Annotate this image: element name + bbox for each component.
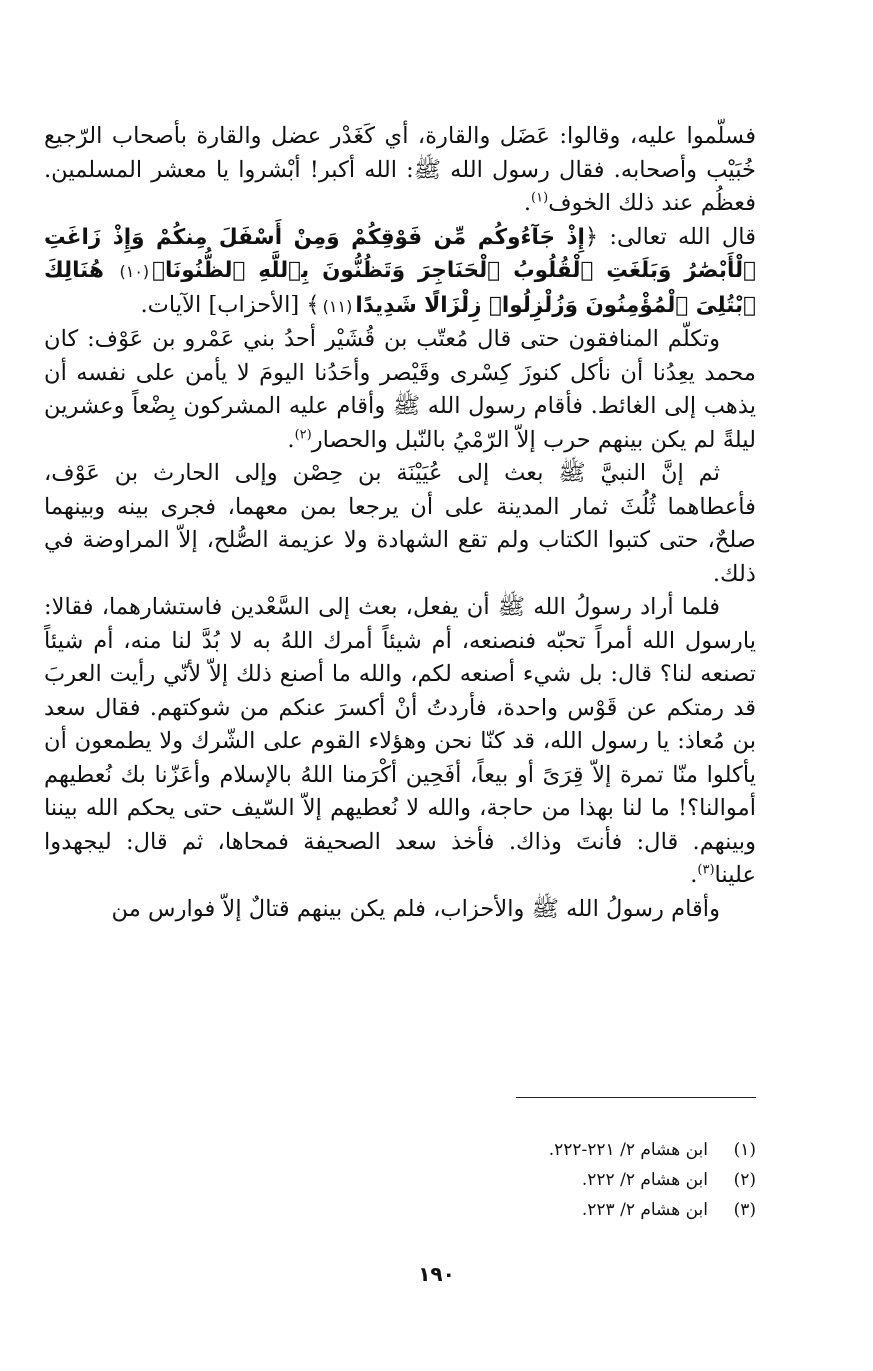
paragraph-tail: . <box>523 190 532 216</box>
footnote-reference[interactable]: (٢) <box>294 426 312 442</box>
footnote-reference[interactable]: (١) <box>531 190 549 206</box>
footnote-number: (١) <box>733 1140 756 1160</box>
paragraph-4 <box>44 457 756 591</box>
paragraph-1 <box>44 120 756 221</box>
verse-suffix: ﴾ [الأحزاب] الآيات. <box>140 291 320 318</box>
paragraph-text: وتكلّم المنافقون حتى قال مُعتّب بن قُشَيْر أحدُ بني عَمْرو بن عَوْف: كان محمد يعِدُنا أن نأكل كنوزَ كِسْرى وقَيْصر وأحَدُنا اليومَ لا يأمن على نفسه أن يذهب إلى الغائط. فأقام رسول الله ﷺ وأقام عليه المشركون بِضْعاً وعشرين ليلةً لم يكن بينهم حرب إلاّ الرّمْيُ بالنّبل والحصار <box>44 326 756 453</box>
footnote-item <box>336 1135 756 1165</box>
footnote-item <box>336 1195 756 1225</box>
verse-intro: قال الله تعالى: ﴿ <box>584 223 756 250</box>
quran-verse-text: إِذْ جَآءُوكُم مِّن فَوْقِكُمْ وَمِنْ أَسْفَلَ مِنكُمْ وَإِذْ زَاغَتِ ٱلْأَبْصَٰرُ وَبَلَغَتِ ٱلْقُلُوبُ ٱلْحَنَاجِرَ وَتَظُنُّونَ بِٱللَّهِ ٱلظُّنُونَا۠ <box>44 224 756 283</box>
verse-number-marker: (١١) <box>322 296 353 316</box>
paragraph-text: فلما أراد رسولُ الله ﷺ أن يفعل، بعث إلى السَّعْدين فاستشارهما، فقالا: يارسول الله أمراً تحبّه فنصنعه، أم شيئاً أمرك اللهُ به لا بُدَّ لنا منه، أم شيئاً تصنعه لنا؟ قال: بل شيء أصنعه لكم، والله ما أصنع ذلك إلاّ لأنّي رأيت العربَ قد رمتكم عن قَوْس واحدة، فأردتُ أنْ أكسرَ عنكم من شوكتهم. فقال سعد بن مُعاذ: يا رسول الله، قد كنّا نحن وهؤلاء القوم على الشّرك ولا يطمعون أن يأكلوا منّا تمرة إلاّ قِرَىً أو بيعاً، أفَحِين أكْرَمنا اللهُ بالإسلام وأعَزّنا بك نُعطيهم أموالنا؟! ما لنا بهذا من حاجة، والله لا نُعطيهم إلاّ السّيف حتى يحكم الله بيننا وبينهم. قال: فأنتَ وذاك. فأخذ سعد الصحيفة فمحاها، ثم قال: ليجهدوا علينا <box>44 594 756 888</box>
verse-number: ١١ <box>328 296 347 316</box>
footnote-number: (٢) <box>733 1170 756 1190</box>
paragraph-tail: . <box>287 426 295 453</box>
page-number: ١٩٠ <box>418 1262 455 1286</box>
footnotes-section <box>336 1135 756 1225</box>
paragraph-text: ثم إنَّ النبيَّ ﷺ بعث إلى عُيَيْنَة بن حِصْن وإلى الحارث بن عَوْف، فأعطاهما ثُلُثَ ثمار المدينة على أن يرجعا بمن معهما، فجرى بينه وبينهما صلحٌ، حتى كتبوا الكتاب ولم تقع الشهادة ولا عزيمة الصُّلح، إلاّ المراوضة في ذلك. <box>44 460 756 587</box>
footnote-text: ابن هشام ٢/ ٢٢٢. <box>581 1170 708 1190</box>
footnote-divider <box>516 1097 756 1098</box>
paragraph-3 <box>44 323 756 457</box>
footnote-number: (٣) <box>733 1200 756 1220</box>
verse-number-marker: (١٠) <box>119 262 150 281</box>
quran-verse-text-2: هُنَالِكَ ٱبْتُلِىَ ٱلْمُؤْمِنُونَ وَزُلْزِلُوا۟ زِلْزَالًا شَدِيدًا <box>44 258 756 318</box>
footnote-text: ابن هشام ٢/ ٢٢٣. <box>581 1200 708 1220</box>
main-text <box>44 120 756 926</box>
footnote-text: ابن هشام ٢/ ٢٢١-٢٢٢. <box>548 1140 708 1160</box>
paragraph-tail: . <box>690 862 698 888</box>
verse-number: ١٠ <box>125 262 143 281</box>
footnote-item <box>336 1165 756 1195</box>
footnote-reference[interactable]: (٣) <box>697 862 715 878</box>
paragraph-text: وأقام رسولُ الله ﷺ والأحزاب، فلم يكن بينهم قتالٌ إلاّ فوارس من <box>111 895 720 922</box>
paragraph-6 <box>44 893 756 927</box>
paragraph-5 <box>44 591 756 893</box>
paragraph-text: فسلّموا عليه، وقالوا: عَضَل والقارة، أي كَغَدْر عضل والقارة بأصحاب الرّجيع خُبَيْب وأصحابه. فقال رسول الله ﷺ: الله أكبر! أبْشروا يا معشر المسلمين. فعظُم عند ذلك الخوف <box>44 123 756 216</box>
quran-verse-paragraph <box>44 221 756 324</box>
